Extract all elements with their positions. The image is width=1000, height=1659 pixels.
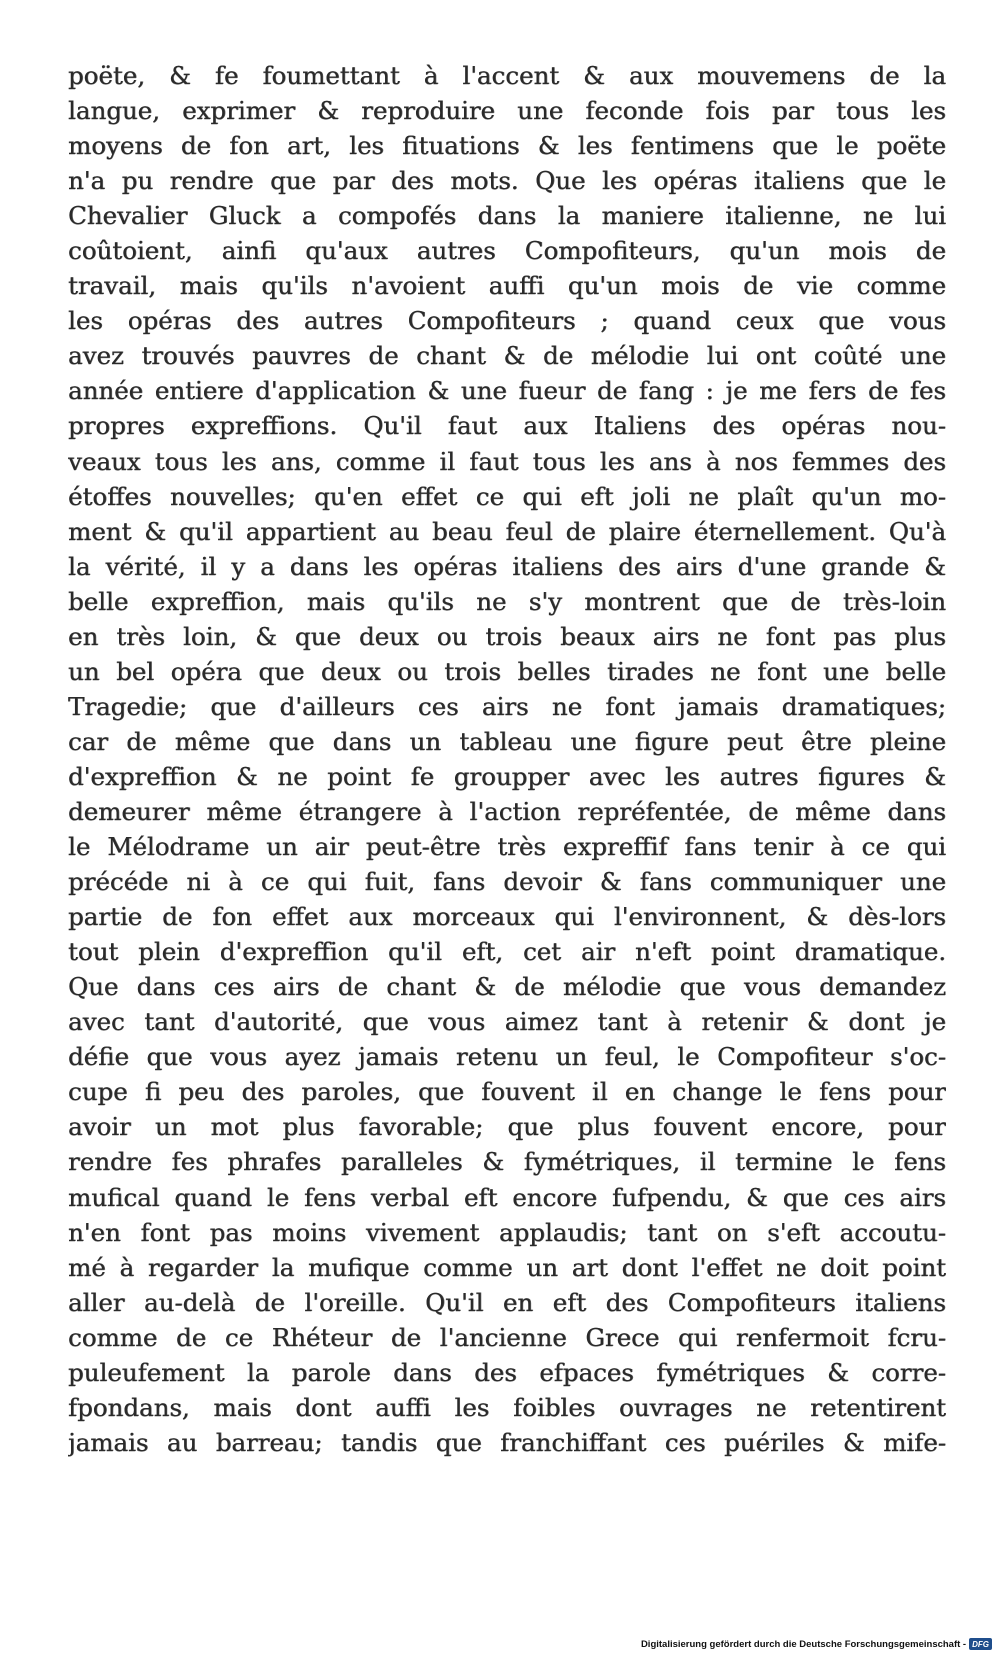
text-line: n'a pu rendre que par des mots. Que les opéras italiens que le [68, 166, 946, 196]
text-line: poëte, & fe foumettant à l'accent & aux mouvemens de la [68, 61, 946, 90]
text-line: propres expreffions. Qu'il faut aux Italiens des opéras nou- [68, 411, 946, 441]
attribution-text: Digitalisierung gefördert durch die Deutsche Forschungsgemeinschaft - [640, 1638, 967, 1650]
text-line: précéde ni à ce qui fuit, fans devoir & fans communiquer une [68, 867, 946, 897]
footer-bar [0, 1633, 1000, 1659]
text-line: avec tant d'autorité, que vous aimez tant à retenir & dont je [68, 1007, 946, 1037]
text-line: Que dans ces airs de chant & de mélodie que vous demandez [68, 972, 946, 1002]
text-line: ment & qu'il appartient au beau feul de plaire éternellement. Qu'à [68, 516, 946, 546]
text-line: demeurer même étrangere à l'action repréfentée, de même dans [68, 796, 946, 826]
dfg-logo-icon: DFG [969, 1638, 992, 1650]
text-line: veaux tous les ans, comme il faut tous les ans à nos femmes des [68, 446, 946, 476]
text-line: les opéras des autres Compofiteurs ; quand ceux que vous [68, 306, 946, 336]
text-line: partie de fon effet aux morceaux qui l'environnent, & dès-lors [68, 902, 946, 932]
text-line: aller au-delà de l'oreille. Qu'il en eft des Compofiteurs italiens [68, 1287, 946, 1317]
text-line: rendre fes phrafes paralleles & fymétriques, il termine le fens [68, 1147, 946, 1177]
text-line: puleufement la parole dans des efpaces fymétriques & corre- [68, 1357, 946, 1387]
text-line: la vérité, il y a dans les opéras italiens des airs d'une grande & [68, 551, 946, 581]
text-line: car de même que dans un tableau une figure peut être pleine [68, 726, 946, 756]
text-line: avez trouvés pauvres de chant & de mélodie lui ont coûté une [68, 341, 946, 371]
text-line: moyens de fon art, les fituations & les fentimens que le poëte [68, 131, 946, 161]
text-line: mufical quand le fens verbal eft encore fufpendu, & que ces airs [68, 1182, 946, 1212]
text-line: Tragedie; que d'ailleurs ces airs ne font jamais dramatiques; [68, 691, 946, 721]
body-text [68, 58, 946, 1460]
text-line: un bel opéra que deux ou trois belles tirades ne font une belle [68, 656, 946, 686]
text-line: belle expreffion, mais qu'ils ne s'y montrent que de très-loin [68, 586, 946, 616]
text-line: jamais au barreau; tandis que franchiffant ces puériles & mife- [68, 1427, 946, 1457]
text-line: cupe fi peu des paroles, que fouvent il en change le fens pour [68, 1077, 946, 1107]
text-line: mé à regarder la mufique comme un art dont l'effet ne doit point [68, 1252, 946, 1282]
text-line: tout plein d'expreffion qu'il eft, cet air n'eft point dramatique. [68, 937, 946, 967]
digitization-credit [641, 1635, 992, 1653]
text-line: avoir un mot plus favorable; que plus fouvent encore, pour [68, 1112, 946, 1142]
text-line: comme de ce Rhéteur de l'ancienne Grece qui renfermoit fcru- [68, 1322, 946, 1352]
text-line: en très loin, & que deux ou trois beaux airs ne font pas plus [68, 621, 946, 651]
text-line: langue, exprimer & reproduire une feconde fois par tous les [68, 96, 946, 126]
text-line: étoffes nouvelles; qu'en effet ce qui eft joli ne plaît qu'un mo- [68, 481, 946, 511]
text-line: d'expreffion & ne point fe groupper avec les autres figures & [68, 761, 946, 791]
text-line: n'en font pas moins vivement applaudis; tant on s'eft accoutu- [68, 1217, 946, 1247]
text-line: travail, mais qu'ils n'avoient auffi qu'un mois de vie comme [68, 271, 946, 301]
text-line: coûtoient, ainfi qu'aux autres Compofiteurs, qu'un mois de [68, 236, 946, 266]
text-line: année entiere d'application & une fueur de fang : je me fers de fes [68, 376, 946, 406]
text-line: le Mélodrame un air peut-être très expreffif fans tenir à ce qui [68, 832, 946, 862]
text-line: Chevalier Gluck a compofés dans la maniere italienne, ne lui [68, 201, 946, 231]
text-line: défie que vous ayez jamais retenu un feul, le Compofiteur s'oc- [68, 1042, 946, 1072]
text-line: fpondans, mais dont auffi les foibles ouvrages ne retentirent [68, 1392, 946, 1422]
